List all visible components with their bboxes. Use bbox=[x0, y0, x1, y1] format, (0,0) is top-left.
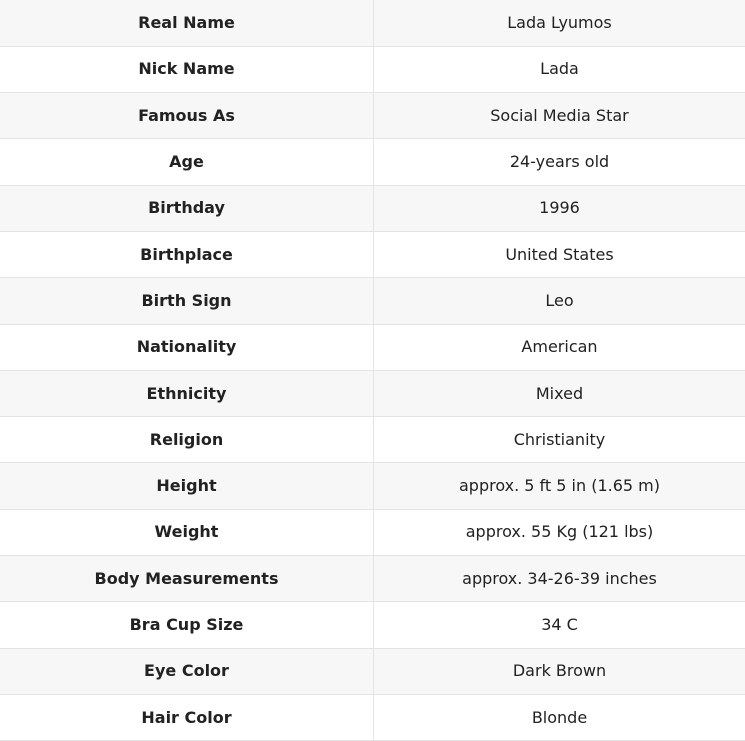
table-row-birth-sign bbox=[0, 278, 745, 324]
row-label: Birthday bbox=[0, 185, 374, 231]
table-row-height bbox=[0, 463, 745, 509]
table-row-bra-cup-size bbox=[0, 602, 745, 648]
table-row-ethnicity bbox=[0, 370, 745, 416]
table-row-religion bbox=[0, 417, 745, 463]
row-label: Birth Sign bbox=[0, 278, 374, 324]
row-label: Famous As bbox=[0, 93, 374, 139]
table-row-birthplace bbox=[0, 231, 745, 277]
row-value: Dark Brown bbox=[374, 648, 745, 694]
table-row-body-measurements bbox=[0, 556, 745, 602]
row-label: Real Name bbox=[0, 0, 374, 46]
table-row-hair-color bbox=[0, 694, 745, 740]
table-row-eye-color bbox=[0, 648, 745, 694]
row-value: Lada bbox=[374, 46, 745, 92]
row-value: approx. 34-26-39 inches bbox=[374, 556, 745, 602]
row-value: 34 C bbox=[374, 602, 745, 648]
row-value: Blonde bbox=[374, 694, 745, 740]
row-label: Nick Name bbox=[0, 46, 374, 92]
table-row-famous-as bbox=[0, 93, 745, 139]
row-label: Age bbox=[0, 139, 374, 185]
row-label: Nationality bbox=[0, 324, 374, 370]
table-row-nationality bbox=[0, 324, 745, 370]
row-label: Eye Color bbox=[0, 648, 374, 694]
row-value: Lada Lyumos bbox=[374, 0, 745, 46]
row-value: 1996 bbox=[374, 185, 745, 231]
row-value: Social Media Star bbox=[374, 93, 745, 139]
table-row-nick-name bbox=[0, 46, 745, 92]
row-label: Body Measurements bbox=[0, 556, 374, 602]
table-row-age bbox=[0, 139, 745, 185]
row-value: Mixed bbox=[374, 370, 745, 416]
row-value: United States bbox=[374, 231, 745, 277]
table-row-real-name bbox=[0, 0, 745, 46]
row-label: Height bbox=[0, 463, 374, 509]
row-value: approx. 55 Kg (121 lbs) bbox=[374, 509, 745, 555]
row-value: American bbox=[374, 324, 745, 370]
table-row-birthday bbox=[0, 185, 745, 231]
row-value: Christianity bbox=[374, 417, 745, 463]
row-label: Ethnicity bbox=[0, 370, 374, 416]
table-row-weight bbox=[0, 509, 745, 555]
row-value: 24-years old bbox=[374, 139, 745, 185]
row-label: Birthplace bbox=[0, 231, 374, 277]
row-value: Leo bbox=[374, 278, 745, 324]
row-label: Religion bbox=[0, 417, 374, 463]
row-value: approx. 5 ft 5 in (1.65 m) bbox=[374, 463, 745, 509]
row-label: Weight bbox=[0, 509, 374, 555]
row-label: Hair Color bbox=[0, 694, 374, 740]
row-label: Bra Cup Size bbox=[0, 602, 374, 648]
